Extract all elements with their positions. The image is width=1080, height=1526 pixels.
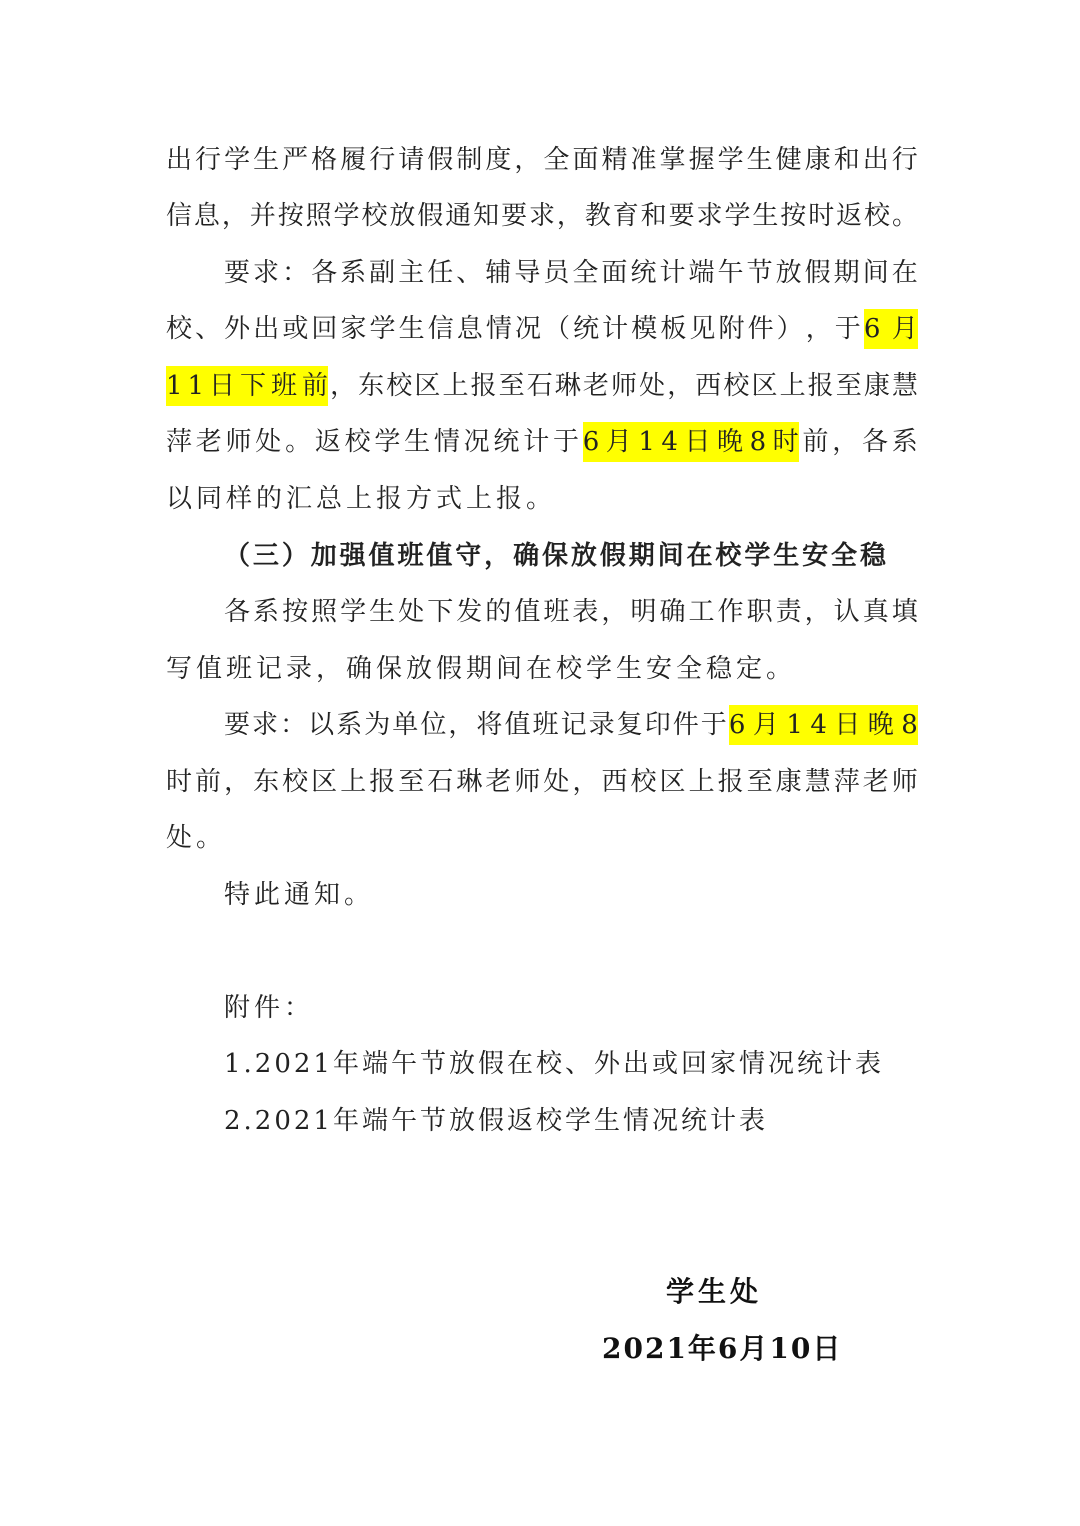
- highlighted-char: 月: [605, 427, 632, 457]
- line-char: 至: [835, 371, 862, 401]
- line-char: 情: [433, 427, 460, 457]
- line-char: 报: [717, 767, 744, 797]
- line-char: 的: [485, 597, 512, 627]
- line-char: 假: [804, 258, 831, 288]
- line-char: 复: [616, 710, 643, 740]
- line-char: 知: [473, 201, 500, 231]
- line-text: 特此通知。: [224, 880, 375, 910]
- highlighted-char: 4: [661, 427, 678, 457]
- line-char: 计: [602, 314, 629, 344]
- line-char: 师: [891, 767, 918, 797]
- line-char: 期: [628, 541, 655, 571]
- line-char: 班: [532, 710, 559, 740]
- body-line: [166, 479, 918, 519]
- line-char: 要: [501, 201, 528, 231]
- highlighted-char: 班: [271, 371, 298, 401]
- line-char: ，: [448, 710, 475, 740]
- line-char: 老: [485, 767, 512, 797]
- line-char: ：: [282, 258, 309, 288]
- highlighted-char: 日: [684, 427, 711, 457]
- line-char: 行: [195, 145, 222, 175]
- line-char: 、: [195, 314, 222, 344]
- line-char: 康: [804, 145, 831, 175]
- line-char: 安: [802, 541, 829, 571]
- line-char: 学: [744, 541, 771, 571]
- line-char: ，: [514, 145, 541, 175]
- line-char: 生: [369, 597, 396, 627]
- line-char: 康: [775, 767, 802, 797]
- line-char: 间: [862, 258, 889, 288]
- line-char: 为: [364, 710, 391, 740]
- line-char: 值: [514, 597, 541, 627]
- highlighted-char: 1: [786, 710, 803, 740]
- line-char: 强: [339, 541, 366, 571]
- line-char: 记: [560, 710, 587, 740]
- line-char: 东: [358, 371, 385, 401]
- line-char: 师: [225, 427, 252, 457]
- highlighted-char: 4: [810, 710, 827, 740]
- line-char: 位: [420, 710, 447, 740]
- line-char: 见: [689, 314, 716, 344]
- line-char: （: [224, 541, 251, 571]
- line-char: 各: [862, 427, 889, 457]
- line-char: 校: [361, 201, 388, 231]
- line-char: 表: [572, 597, 599, 627]
- highlighted-char: 前: [301, 371, 328, 401]
- line-char: 按: [277, 201, 304, 231]
- highlighted-char: 1: [166, 371, 183, 401]
- signature-department: 学生处: [666, 1275, 763, 1308]
- line-char: 加: [310, 541, 337, 571]
- line-char: 况: [463, 427, 490, 457]
- line-char: 。: [285, 427, 312, 457]
- line-char: 校: [723, 371, 750, 401]
- line-char: 石: [427, 767, 454, 797]
- line-char: 校: [386, 371, 413, 401]
- line-char: 放: [570, 541, 597, 571]
- line-char: 报: [807, 371, 834, 401]
- line-char: 统: [493, 427, 520, 457]
- line-char: 印: [644, 710, 671, 740]
- line-char: 学: [374, 427, 401, 457]
- line-char: 板: [660, 314, 687, 344]
- highlighted-char: 8: [901, 710, 918, 740]
- line-char: ，: [556, 201, 583, 231]
- line-char: 前: [195, 767, 222, 797]
- line-char: 确: [659, 597, 686, 627]
- line-char: 况: [514, 314, 541, 344]
- line-char: 区: [751, 371, 778, 401]
- line-text: 写值班记录，确保放假期间在校学生安全稳定。: [166, 654, 797, 684]
- highlighted-char: 月: [891, 314, 918, 344]
- line-char: 慧: [804, 767, 831, 797]
- line-char: 生: [253, 145, 280, 175]
- body-line: [224, 253, 918, 293]
- line-char: 和: [833, 145, 860, 175]
- line-char: 午: [717, 258, 744, 288]
- highlighted-char: 时: [772, 427, 799, 457]
- line-char: 系: [336, 710, 363, 740]
- line-char: 校: [715, 541, 742, 571]
- line-char: 西: [601, 767, 628, 797]
- line-char: 求: [696, 201, 723, 231]
- line-char: 息: [193, 201, 220, 231]
- line-char: 下: [427, 597, 454, 627]
- line-char: 区: [311, 767, 338, 797]
- highlighted-char: 下: [240, 371, 267, 401]
- line-char: ，: [805, 314, 832, 344]
- line-char: 时: [166, 767, 193, 797]
- highlighted-text: [583, 422, 799, 462]
- line-char: 三: [252, 541, 279, 571]
- line-char: 并: [249, 201, 276, 231]
- line-char: ，: [484, 541, 511, 571]
- body-line: [166, 140, 918, 180]
- line-char: 间: [657, 541, 684, 571]
- highlighted-char: 日: [209, 371, 236, 401]
- line-char: 区: [659, 767, 686, 797]
- line-char: 东: [253, 767, 280, 797]
- line-char: 放: [389, 201, 416, 231]
- highlighted-text: [864, 309, 918, 349]
- line-char: 主: [398, 258, 425, 288]
- line-char: 履: [340, 145, 367, 175]
- line-char: 生: [404, 427, 431, 457]
- line-char: 系: [891, 427, 918, 457]
- line-char: 生: [773, 541, 800, 571]
- line-char: 明: [630, 597, 657, 627]
- line-char: 节: [746, 258, 773, 288]
- line-char: 按: [780, 201, 807, 231]
- line-char: 报: [369, 767, 396, 797]
- line-char: 至: [498, 371, 525, 401]
- line-char: 或: [282, 314, 309, 344]
- line-char: 稳: [859, 541, 886, 571]
- line-char: 校: [630, 767, 657, 797]
- line-char: 精: [601, 145, 628, 175]
- line-char: 按: [282, 597, 309, 627]
- line-char: 校: [282, 767, 309, 797]
- line-char: 处: [255, 427, 282, 457]
- line-char: 副: [369, 258, 396, 288]
- line-char: ，: [832, 427, 859, 457]
- line-char: 值: [504, 710, 531, 740]
- body-line: [166, 309, 918, 349]
- closing-line: [224, 875, 918, 915]
- line-char: 上: [688, 767, 715, 797]
- line-char: 健: [775, 145, 802, 175]
- line-char: 系: [340, 258, 367, 288]
- line-char: 老: [862, 767, 889, 797]
- line-char: 息: [456, 314, 483, 344]
- line-char: 、: [456, 258, 483, 288]
- line-char: ，: [667, 371, 694, 401]
- line-char: 度: [485, 145, 512, 175]
- line-char: 端: [688, 258, 715, 288]
- line-char: 处: [639, 371, 666, 401]
- line-char: 单: [392, 710, 419, 740]
- line-char: 要: [668, 201, 695, 231]
- line-char: 校: [166, 314, 193, 344]
- line-text: 以同样的汇总上报方式上报。: [166, 484, 557, 514]
- line-char: 要: [224, 258, 251, 288]
- line-char: 前: [802, 427, 829, 457]
- line-text: 处。: [166, 823, 227, 853]
- line-char: 生: [746, 145, 773, 175]
- line-char: 出: [862, 145, 889, 175]
- line-char: 西: [695, 371, 722, 401]
- highlighted-char: 1: [187, 371, 205, 401]
- line-char: 假: [599, 541, 626, 571]
- line-char: 照: [311, 597, 338, 627]
- line-char: 任: [427, 258, 454, 288]
- highlighted-char: 1: [638, 427, 655, 457]
- line-char: 照: [305, 201, 332, 231]
- line-char: 信: [166, 201, 193, 231]
- highlighted-char: 日: [834, 710, 861, 740]
- body-line: [166, 762, 918, 802]
- line-char: 全: [831, 541, 858, 571]
- line-char: 件: [747, 314, 774, 344]
- line-char: 在: [686, 541, 713, 571]
- line-char: 行: [891, 145, 918, 175]
- line-char: 全: [543, 145, 570, 175]
- highlighted-char: 月: [752, 710, 779, 740]
- line-char: 期: [833, 258, 860, 288]
- line-char: 请: [398, 145, 425, 175]
- highlighted-text: [166, 366, 328, 406]
- line-char: 辅: [485, 258, 512, 288]
- body-line: [166, 422, 918, 462]
- line-char: 面: [601, 258, 628, 288]
- line-char: 学: [724, 201, 751, 231]
- line-char: 萍: [833, 767, 860, 797]
- line-char: 出: [253, 314, 280, 344]
- line-char: 职: [746, 597, 773, 627]
- line-char: 值: [426, 541, 453, 571]
- line-char: 班: [397, 541, 424, 571]
- line-char: 计: [523, 427, 550, 457]
- line-char: 返: [836, 201, 863, 231]
- line-char: ：: [280, 710, 307, 740]
- line-char: 情: [485, 314, 512, 344]
- line-char: 外: [224, 314, 251, 344]
- line-char: 值: [368, 541, 395, 571]
- line-char: 师: [514, 767, 541, 797]
- body-line: [224, 592, 918, 632]
- line-char: 各: [311, 258, 338, 288]
- line-char: ，: [221, 201, 248, 231]
- line-char: 学: [224, 145, 251, 175]
- line-char: 放: [775, 258, 802, 288]
- line-char: 校: [864, 201, 891, 231]
- line-char: 员: [543, 258, 570, 288]
- line-char: 严: [282, 145, 309, 175]
- line-char: 保: [541, 541, 568, 571]
- line-text: 2.2021年端午节放假返校学生情况统计表: [224, 1106, 768, 1136]
- line-char: 发: [456, 597, 483, 627]
- line-char: 制: [456, 145, 483, 175]
- line-char: 作: [717, 597, 744, 627]
- line-char: 模: [631, 314, 658, 344]
- line-char: 区: [414, 371, 441, 401]
- line-char: ，: [224, 767, 251, 797]
- line-char: 处: [543, 767, 570, 797]
- highlighted-char: 晚: [717, 427, 744, 457]
- body-line: [166, 818, 918, 858]
- line-char: 育: [612, 201, 639, 231]
- line-char: 处: [398, 597, 425, 627]
- attachments-heading: [224, 988, 918, 1028]
- line-char: 学: [369, 314, 396, 344]
- body-line: [166, 196, 918, 236]
- line-char: 。: [891, 201, 918, 231]
- highlighted-char: 6: [863, 314, 881, 344]
- highlighted-char: 6: [582, 427, 600, 457]
- line-char: 慧: [891, 371, 918, 401]
- line-char: 全: [572, 258, 599, 288]
- line-char: 学: [333, 201, 360, 231]
- signature-date: 2021年6月10日: [602, 1332, 843, 1365]
- line-char: 求: [253, 258, 280, 288]
- line-char: 琳: [456, 767, 483, 797]
- line-char: ）: [776, 314, 803, 344]
- line-char: 老: [582, 371, 609, 401]
- line-char: 格: [311, 145, 338, 175]
- line-char: ，: [572, 767, 599, 797]
- line-char: 康: [863, 371, 890, 401]
- line-char: 于: [552, 427, 579, 457]
- body-line: [166, 649, 918, 689]
- line-char: 石: [526, 371, 553, 401]
- line-char: 班: [543, 597, 570, 627]
- line-char: 计: [659, 258, 686, 288]
- line-char: ，: [601, 597, 628, 627]
- line-char: 确: [513, 541, 540, 571]
- line-char: 生: [398, 314, 425, 344]
- line-char: 于: [700, 710, 727, 740]
- line-char: 教: [584, 201, 611, 231]
- line-char: 萍: [166, 427, 193, 457]
- attachment-item: [224, 1044, 918, 1084]
- line-char: 求: [252, 710, 279, 740]
- highlighted-char: 6: [728, 710, 746, 740]
- line-char: 校: [344, 427, 371, 457]
- line-char: 至: [746, 767, 773, 797]
- line-char: 时: [808, 201, 835, 231]
- line-char: 生: [752, 201, 779, 231]
- line-char: ，: [804, 597, 831, 627]
- line-char: 于: [834, 314, 861, 344]
- line-char: 师: [611, 371, 638, 401]
- line-char: 和: [640, 201, 667, 231]
- line-char: 系: [253, 597, 280, 627]
- highlighted-text: [729, 705, 918, 745]
- attachment-item: [224, 1101, 918, 1141]
- line-char: 上: [442, 371, 469, 401]
- line-char: 握: [688, 145, 715, 175]
- line-char: （: [544, 314, 571, 344]
- line-char: 假: [427, 145, 454, 175]
- line-char: 守: [455, 541, 482, 571]
- line-char: 以: [308, 710, 335, 740]
- body-line: [224, 705, 918, 745]
- line-char: 填: [891, 597, 918, 627]
- line-char: ，: [330, 371, 357, 401]
- line-text: 1.2021年端午节放假在校、外出或回家情况统计表: [224, 1049, 884, 1079]
- line-char: ）: [281, 541, 308, 571]
- line-char: 附: [718, 314, 745, 344]
- line-char: 信: [427, 314, 454, 344]
- line-char: 学: [340, 597, 367, 627]
- line-char: 上: [779, 371, 806, 401]
- line-char: 认: [833, 597, 860, 627]
- line-char: 件: [672, 710, 699, 740]
- line-char: 责: [775, 597, 802, 627]
- line-char: 面: [572, 145, 599, 175]
- line-char: 统: [630, 258, 657, 288]
- line-char: 出: [166, 145, 193, 175]
- line-text: 附件：: [224, 993, 315, 1023]
- line-char: 琳: [554, 371, 581, 401]
- line-char: 上: [340, 767, 367, 797]
- line-char: 通: [445, 201, 472, 231]
- line-char: 将: [476, 710, 503, 740]
- body-line: [166, 366, 918, 406]
- line-char: 导: [514, 258, 541, 288]
- section-heading: [224, 536, 886, 576]
- line-char: 要: [224, 710, 251, 740]
- line-char: 报: [470, 371, 497, 401]
- line-char: 准: [630, 145, 657, 175]
- line-char: 假: [417, 201, 444, 231]
- line-char: 求: [528, 201, 555, 231]
- line-char: 工: [688, 597, 715, 627]
- highlighted-char: 8: [749, 427, 767, 457]
- line-char: 真: [862, 597, 889, 627]
- line-char: 家: [340, 314, 367, 344]
- line-char: 行: [369, 145, 396, 175]
- line-char: 老: [195, 427, 222, 457]
- line-char: 各: [224, 597, 251, 627]
- highlighted-char: 晚: [867, 710, 894, 740]
- line-char: 统: [573, 314, 600, 344]
- line-char: 回: [311, 314, 338, 344]
- line-char: 至: [398, 767, 425, 797]
- line-char: 学: [717, 145, 744, 175]
- line-char: 录: [588, 710, 615, 740]
- line-char: 在: [891, 258, 918, 288]
- line-char: 掌: [659, 145, 686, 175]
- line-char: 返: [314, 427, 341, 457]
